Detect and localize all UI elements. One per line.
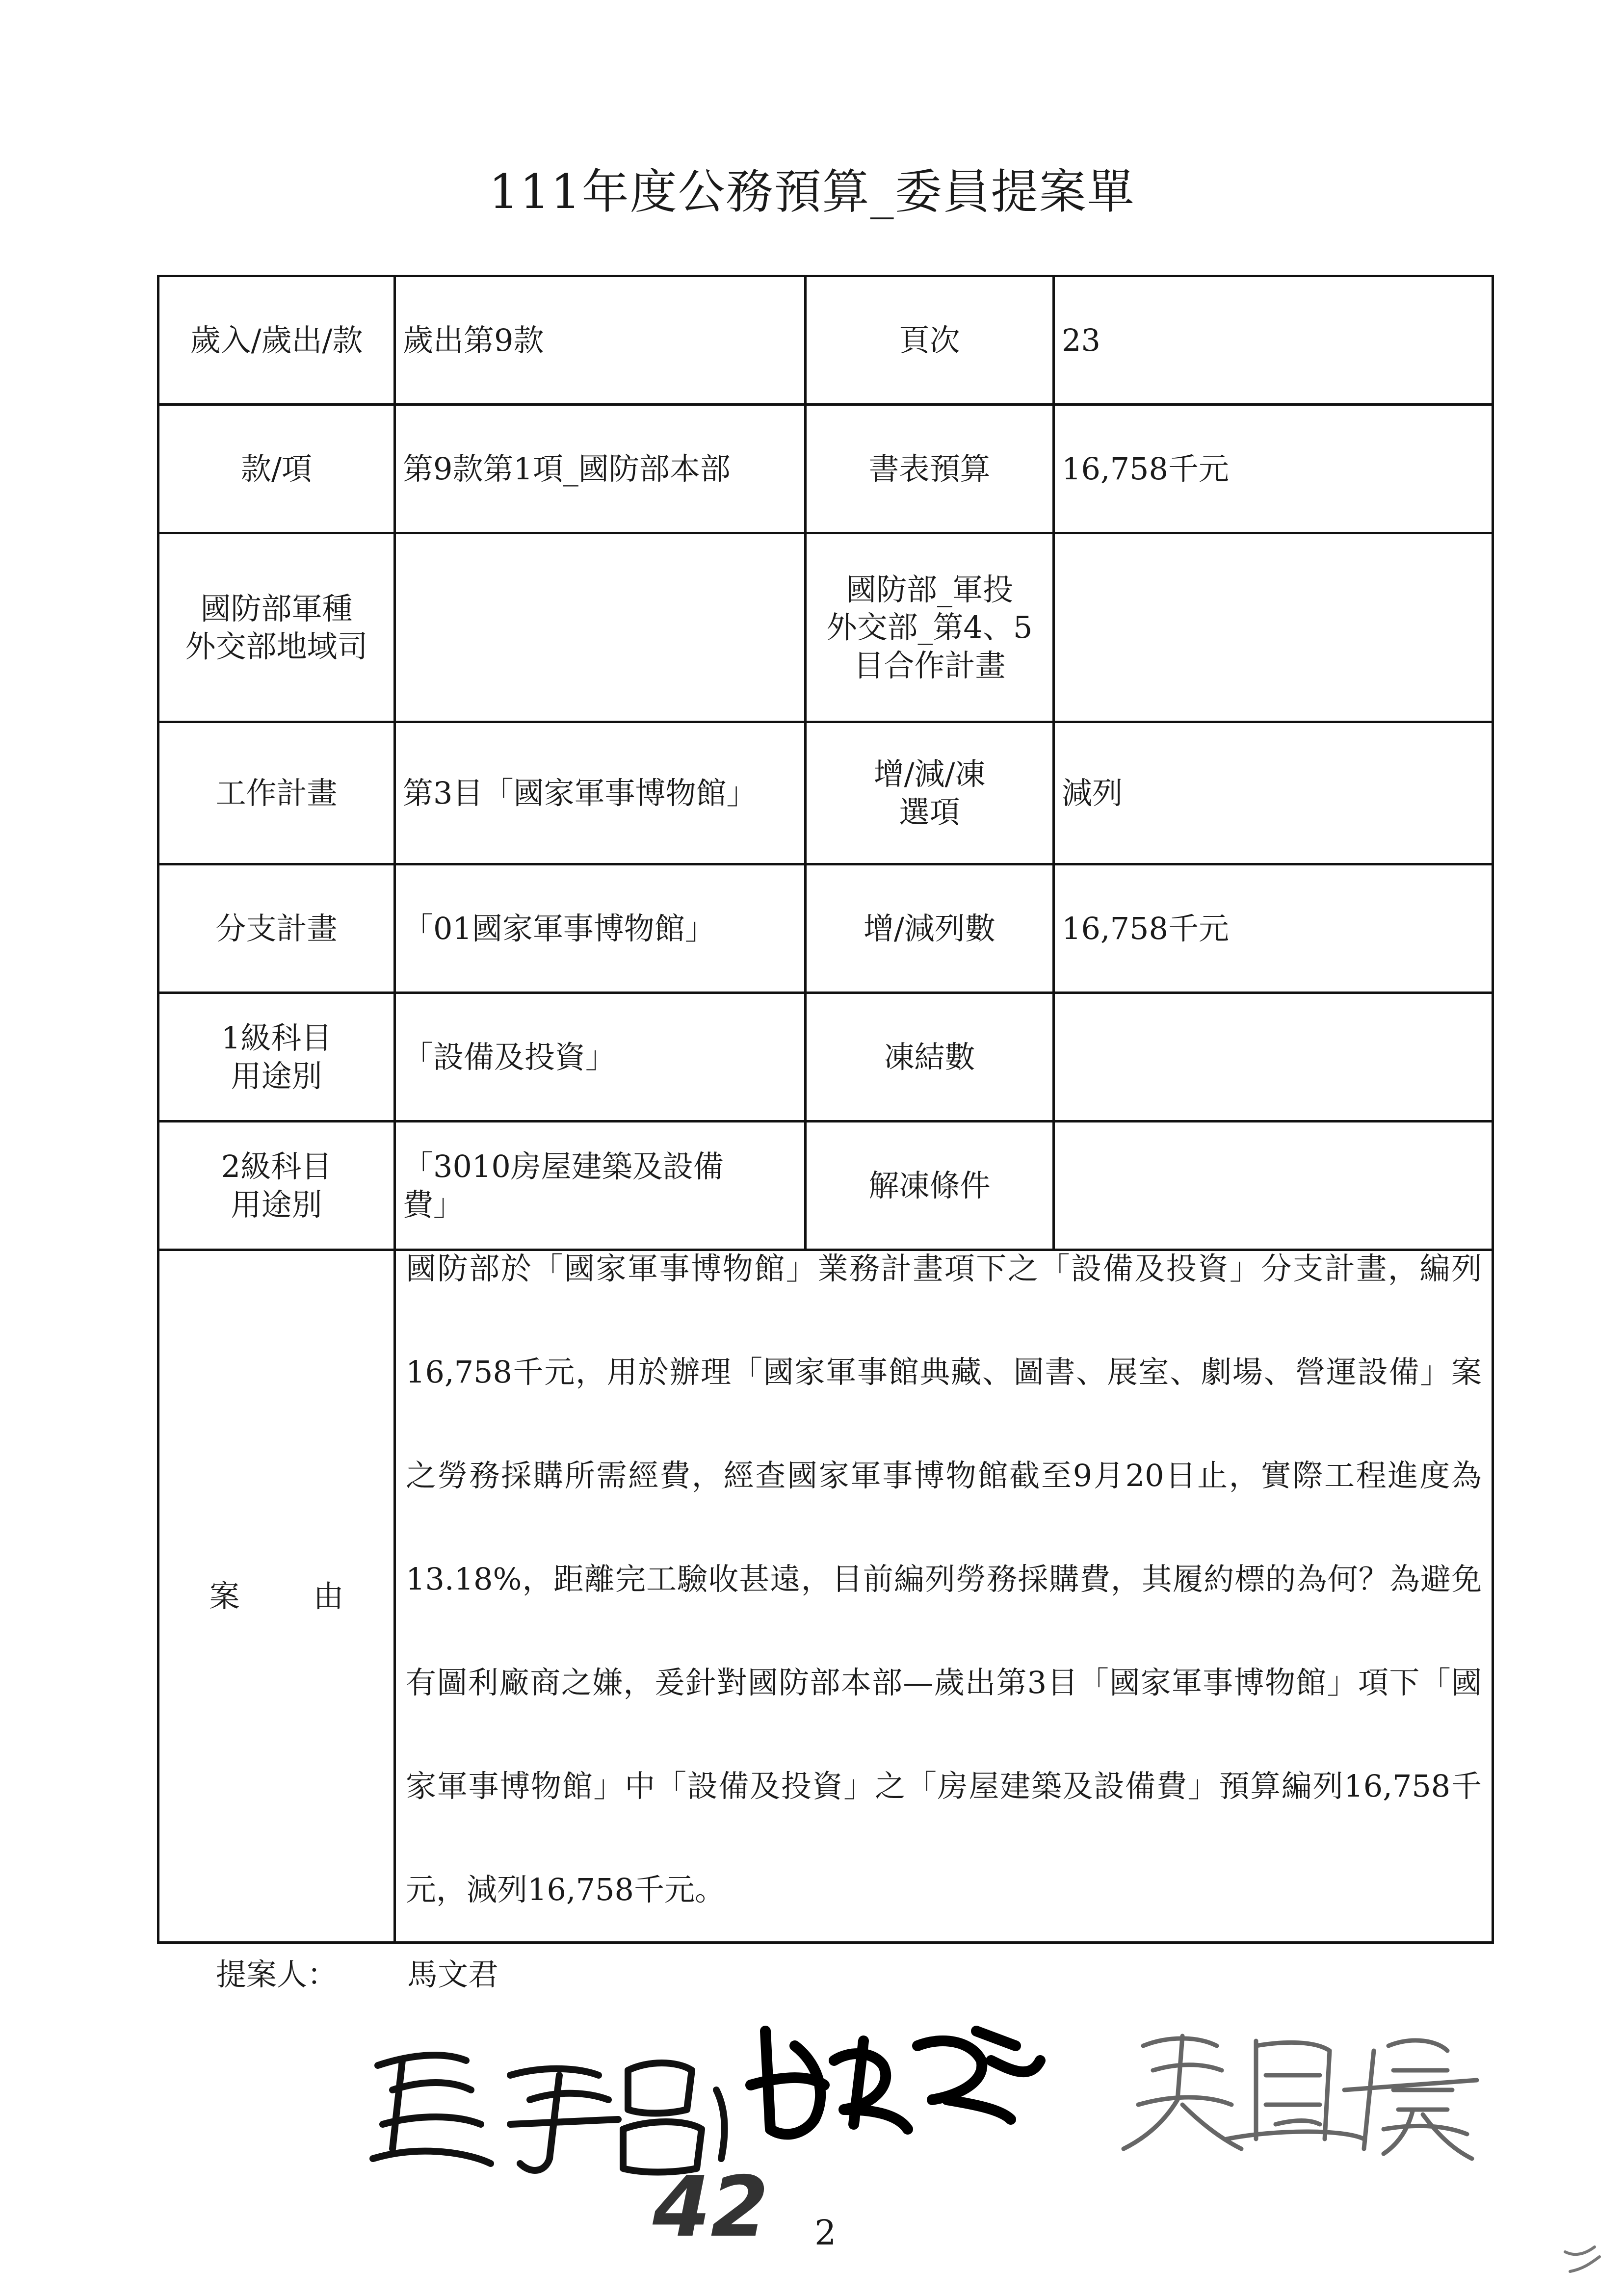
field-label: 解凍條件	[806, 1122, 1054, 1250]
form-row	[158, 405, 1493, 533]
reason-label-char: 案	[209, 1578, 240, 1614]
form-row	[158, 1122, 1493, 1250]
field-label: 頁次	[806, 276, 1054, 405]
field-label: 分支計畫	[158, 864, 395, 993]
field-value: 「3010房屋建築及設備 費」	[395, 1122, 806, 1250]
field-label: 增/減/凍 選項	[806, 722, 1054, 864]
field-value: 「01國家軍事博物館」	[395, 864, 806, 993]
field-label: 增/減列數	[806, 864, 1054, 993]
reason-row	[158, 1250, 1493, 1943]
field-label: 國防部軍種 外交部地域司	[158, 533, 395, 722]
handwritten-number: 42	[653, 2159, 769, 2256]
field-value: 減列	[1054, 722, 1493, 864]
field-label: 2級科目 用途別	[158, 1122, 395, 1250]
field-value	[1054, 1122, 1493, 1250]
reason-label-char: 由	[313, 1578, 344, 1614]
field-value: 16,758千元	[1054, 864, 1493, 993]
field-label: 凍結數	[806, 993, 1054, 1122]
form-row	[158, 864, 1493, 993]
form-row	[158, 722, 1493, 864]
field-value: 歲出第9款	[395, 276, 806, 405]
field-value	[395, 533, 806, 722]
form-title: 111年度公務預算_委員提案單	[489, 164, 1135, 219]
field-value: 第9款第1項_國防部本部	[395, 405, 806, 533]
form-row	[158, 533, 1493, 722]
field-label: 書表預算	[806, 405, 1054, 533]
signature-2	[751, 2031, 1040, 2134]
field-value: 23	[1054, 276, 1493, 405]
proposer-label: 提案人：	[216, 1957, 338, 1992]
proposer-name: 馬文君	[407, 1957, 499, 1992]
field-value	[1054, 993, 1493, 1122]
page-number: 2	[814, 2213, 837, 2253]
signature-1	[373, 2055, 725, 2172]
signature-3	[1124, 2036, 1477, 2159]
field-label: 國防部_軍投 外交部_第4、5 目合作計畫	[806, 533, 1054, 722]
field-label: 工作計畫	[158, 722, 395, 864]
field-label: 歲入/歲出/款	[158, 276, 395, 405]
reason-text: 國防部於「國家軍事博物館」業務計畫項下之「設備及投資」分支計畫，編列16,758千元，用於辦理「國家軍事館典藏、圖書、展室、劇場、營運設備」案之勞務採購所需經費，經查國家軍事博物館截至9月20日止，實際工程進度為13.18%，距離完工驗收甚遠，目前編列勞務採購費，其履約標的為何？為避免有圖利廠商之嫌，爰針對國防部本部—歲出第3目「國家軍事博物館」項下「國家軍事博物館」中「設備及投資」之「房屋建築及設備費」預算編列16,758千元，減列16,758千元。	[406, 1251, 1482, 1907]
form-row	[158, 993, 1493, 1122]
proposal-form-table	[157, 275, 1494, 1944]
field-value: 「設備及投資」	[395, 993, 806, 1122]
field-value	[1054, 533, 1493, 722]
field-value: 第3目「國家軍事博物館」	[395, 722, 806, 864]
form-row	[158, 276, 1493, 405]
reason-content	[395, 1250, 1493, 1943]
reason-label	[158, 1250, 395, 1943]
field-label: 1級科目 用途別	[158, 993, 395, 1122]
corner-mark	[1565, 2247, 1599, 2271]
field-value: 16,758千元	[1054, 405, 1493, 533]
field-label: 款/項	[158, 405, 395, 533]
